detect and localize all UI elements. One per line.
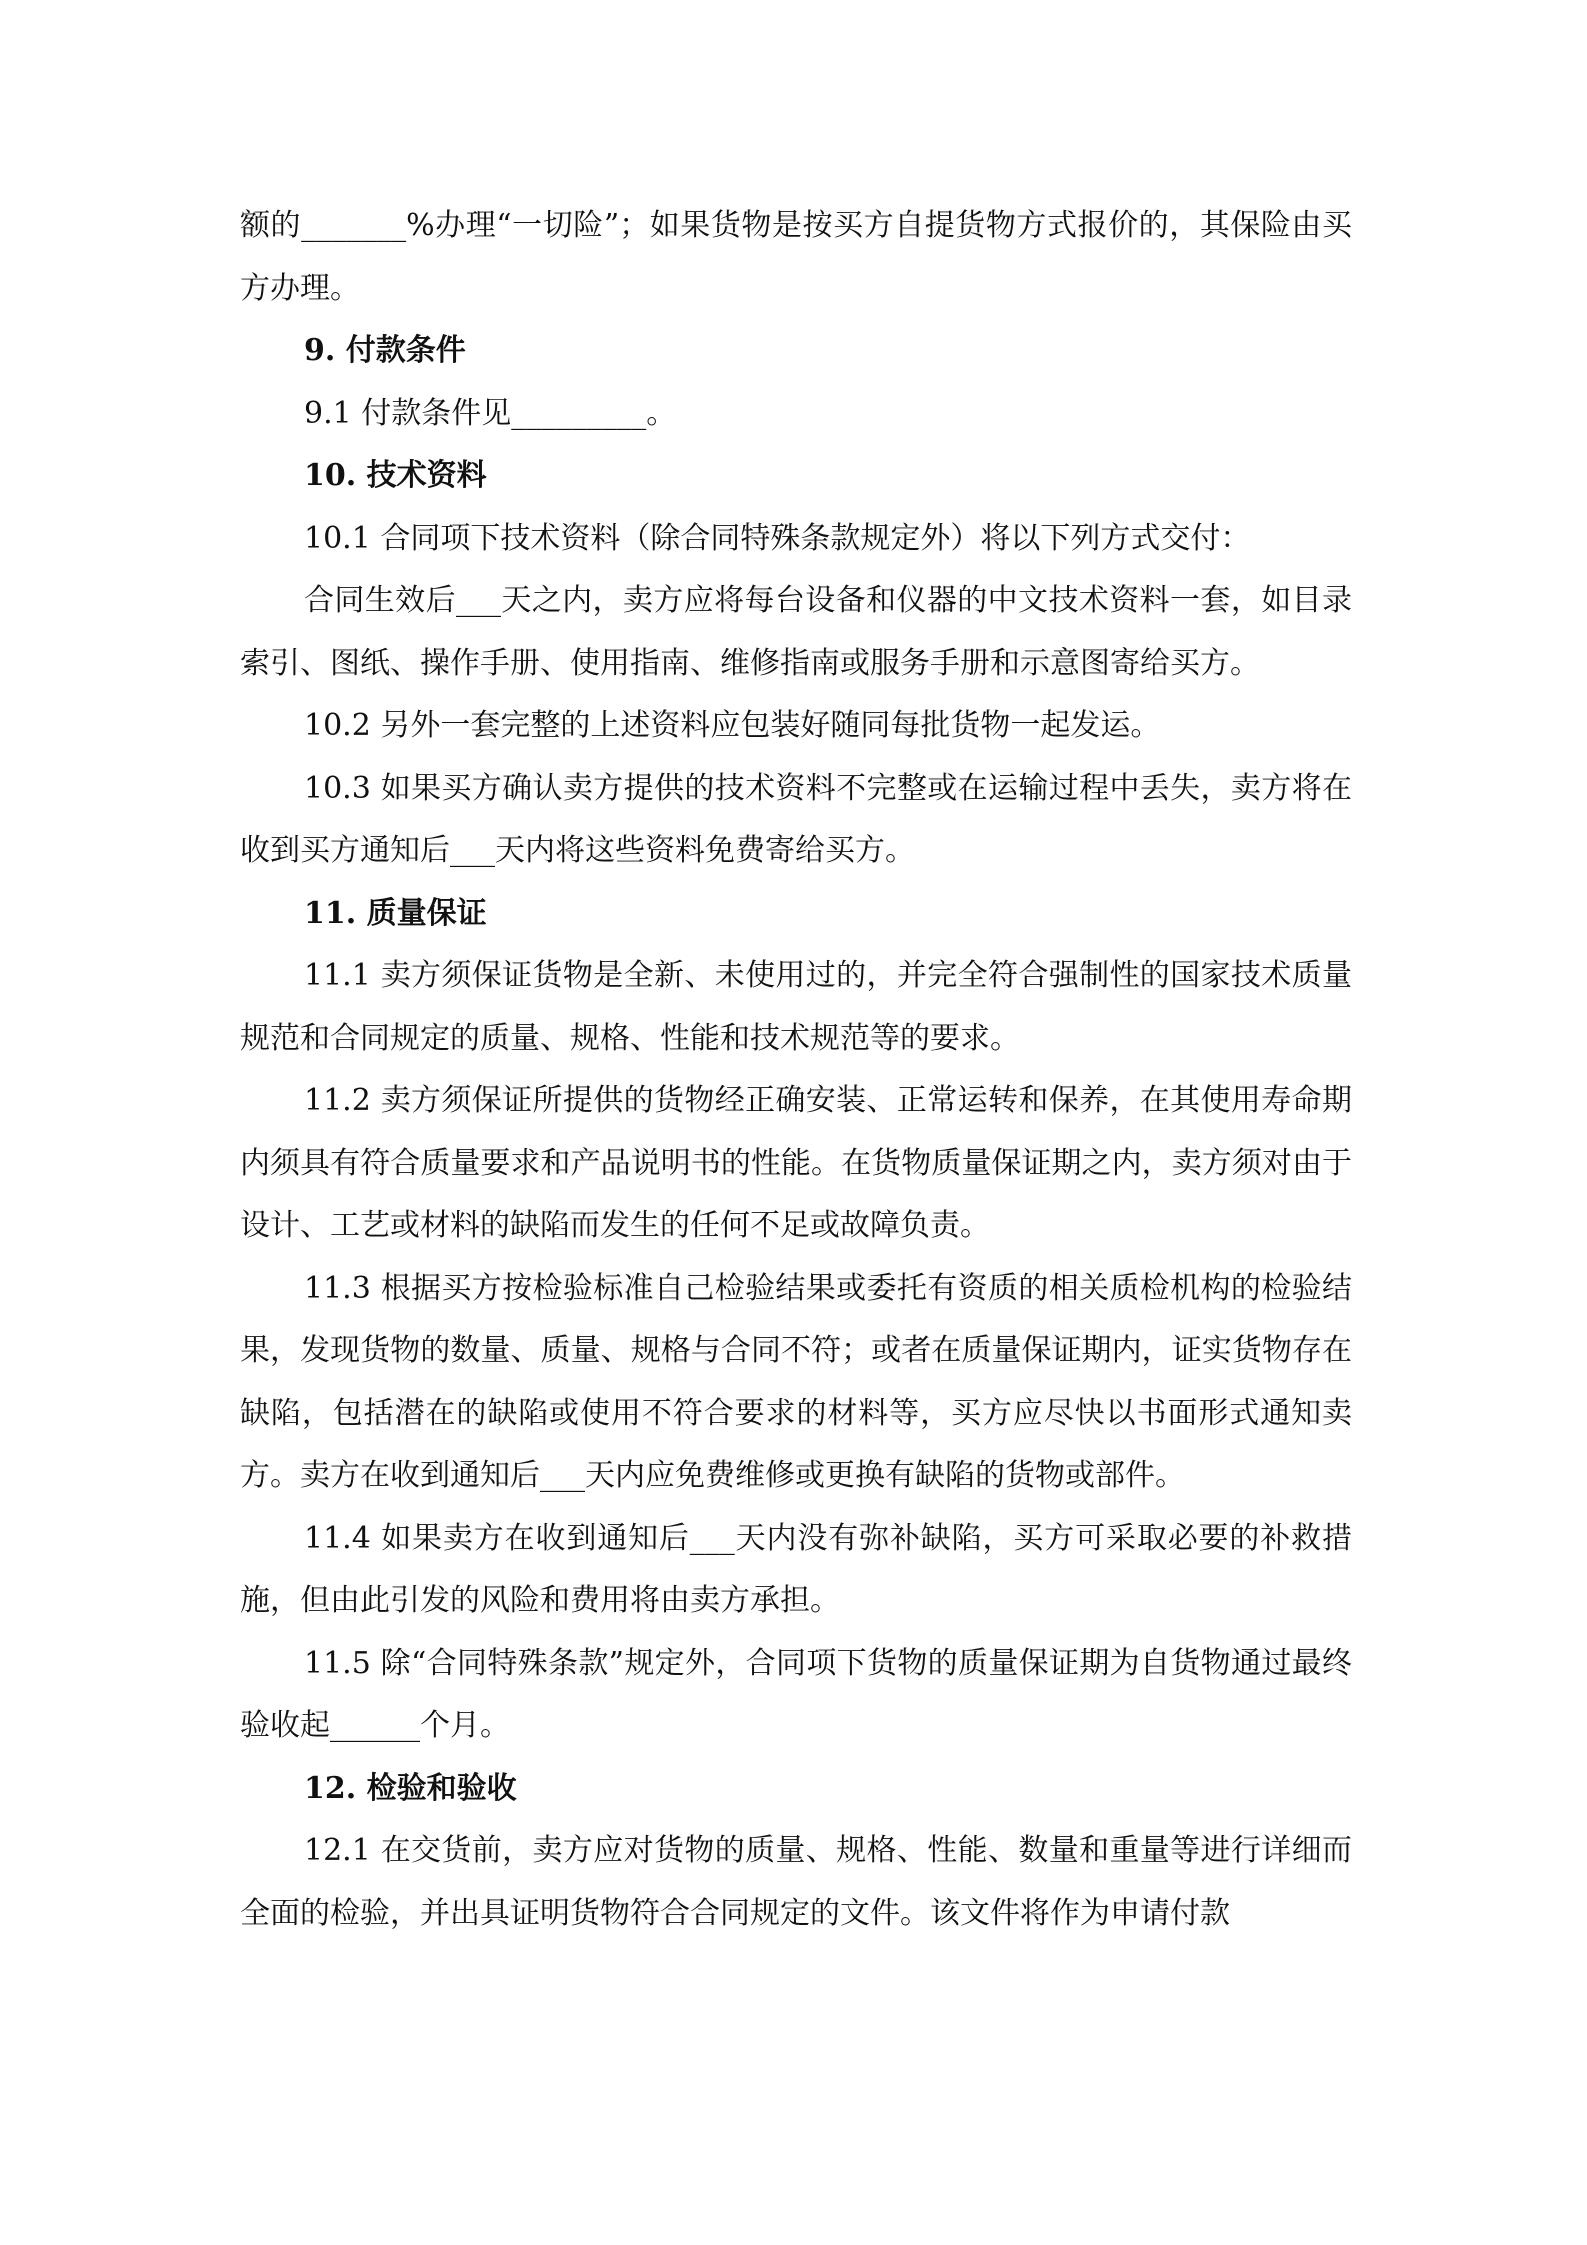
paragraph-insurance-continuation: 额的_______%办理“一切险”；如果货物是按买方自提货物方式报价的，其保险由买方办理。 [240, 208, 1352, 306]
section-heading-payment: 9. 付款条件 [304, 333, 466, 368]
section-heading-inspection: 12. 检验和验收 [304, 1770, 517, 1806]
clause-11-3: 11.3 根据买方按检验标准自己检验结果或委托有资质的相关质检机构的检验结果，发现货物的数量、质量、规格与合同不符；或者在质量保证期内，证实货物存在缺陷，包括潜在的缺陷或使用不符合要求的材料等，买方应尽快以书面形式通知卖方。卖方在收到通知后___天内应免费维修或更换有缺陷的货物或部件。 [240, 1270, 1352, 1493]
clause-11-5: 11.5 除“合同特殊条款”规定外，合同项下货物的质量保证期为自货物通过最终验收起______个月。 [240, 1645, 1352, 1743]
clause-9-1: 9.1 付款条件见_________。 [304, 395, 677, 431]
clause-10-3: 10.3 如果买方确认卖方提供的技术资料不完整或在运输过程中丢失，卖方将在收到买方通知后___天内将这些资料免费寄给买方。 [240, 770, 1352, 868]
section-heading-technical-docs: 10. 技术资料 [304, 458, 487, 493]
clause-10-2: 10.2 另外一套完整的上述资料应包装好随同每批货物一起发运。 [304, 708, 1161, 743]
clause-10-1-detail: 合同生效后___天之内，卖方应将每台设备和仪器的中文技术资料一套，如目录索引、图纸、操作手册、使用指南、维修指南或服务手册和示意图寄给买方。 [240, 583, 1352, 681]
clause-11-2: 11.2 卖方须保证所提供的货物经正确安装、正常运转和保养，在其使用寿命期内须具有符合质量要求和产品说明书的性能。在货物质量保证期之内，卖方须对由于设计、工艺或材料的缺陷而发生的任何不足或故障负责。 [240, 1083, 1352, 1243]
document-page [240, 195, 1352, 1945]
clause-12-1: 12.1 在交货前，卖方应对货物的质量、规格、性能、数量和重量等进行详细而全面的检验，并出具证明货物符合合同规定的文件。该文件将作为申请付款 [240, 1833, 1352, 1931]
section-heading-quality: 11. 质量保证 [304, 895, 487, 931]
clause-11-4: 11.4 如果卖方在收到通知后___天内没有弥补缺陷，买方可采取必要的补救措施，但由此引发的风险和费用将由卖方承担。 [240, 1520, 1352, 1618]
clause-11-1: 11.1 卖方须保证货物是全新、未使用过的，并完全符合强制性的国家技术质量规范和合同规定的质量、规格、性能和技术规范等的要求。 [240, 958, 1352, 1056]
clause-10-1: 10.1 合同项下技术资料（除合同特殊条款规定外）将以下列方式交付： [304, 520, 1251, 556]
